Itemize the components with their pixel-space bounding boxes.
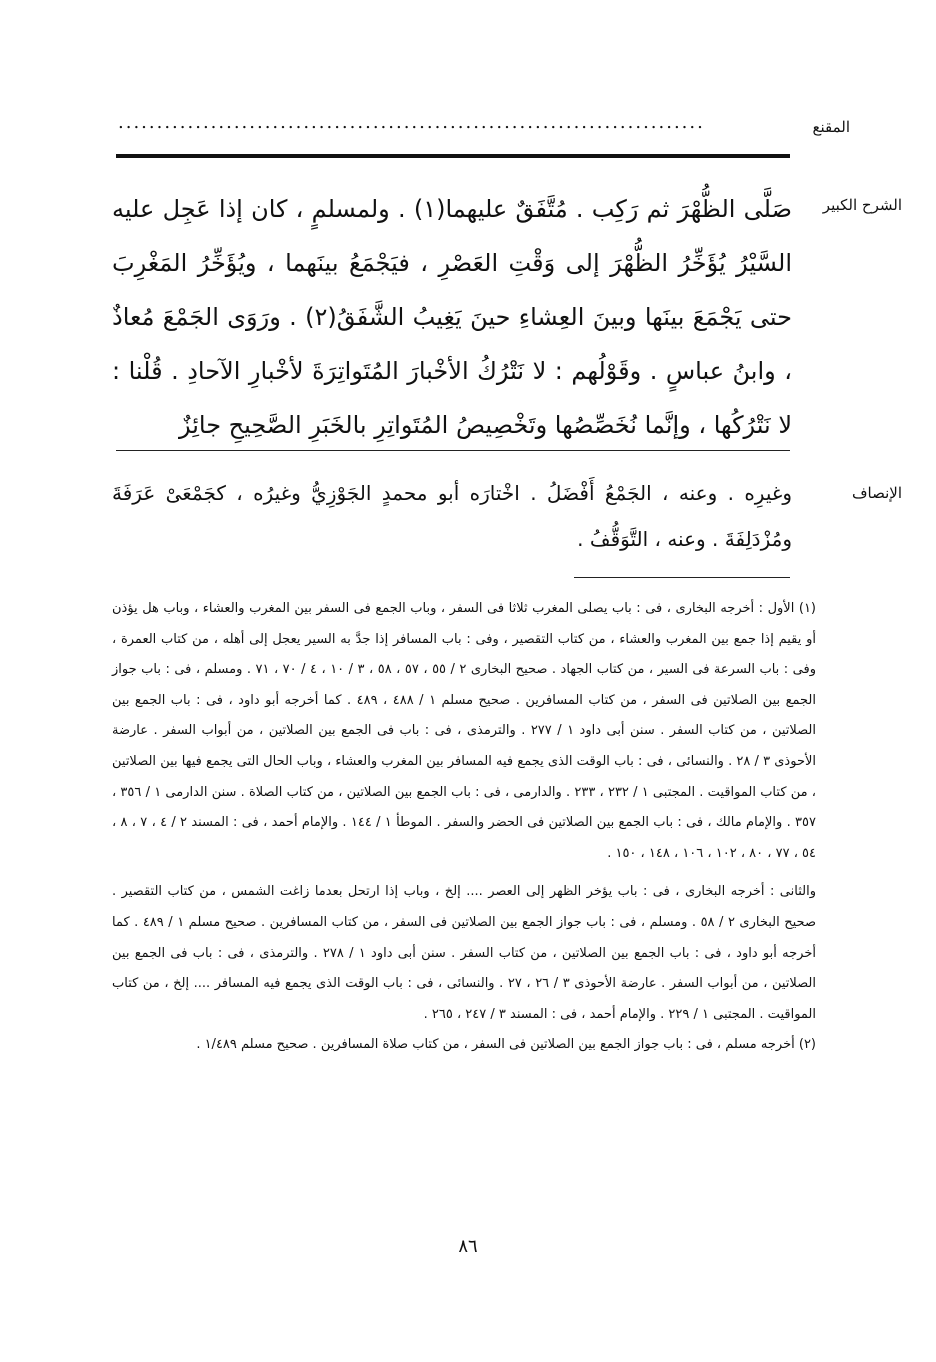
- header-dotted-leader: ............................................................................: [118, 112, 705, 133]
- header-rule: [116, 154, 790, 158]
- running-title: المقنع: [812, 118, 850, 136]
- footnotes-block: [112, 594, 816, 1061]
- footnote-2: (٢) أخرجه مسلم ، فى : باب جواز الجمع بين الصلاتين فى السفر ، من كتاب صلاة المسافرين . صحيح مسلم ١/٤٨٩ .: [196, 1037, 816, 1053]
- page-number: ٨٦: [458, 1236, 478, 1257]
- footnote-1: (١) الأول : أخرجه البخارى ، فى : باب يصلى المغرب ثلاثا فى السفر ، وباب الجمع فى السفر بين المغرب والعشاء ، وباب هل يؤذن أو يقيم إذا جمع بين المغرب والعشاء ، من كتاب التقصير ، وفى : باب المسافر إذا جدَّ به السير يعجل إلى أهله ، من كتاب العمرة ، وفى : باب السرعة فى السير ، من كتاب الجهاد . صحيح البخارى ٢ / ٥٥ ، ٥٧ ، ٥٨ ، ٣ / ١٠ ، ٤ / ٧٠ ، ٧١ . ومسلم ، فى : باب جواز الجمع بين الصلاتين فى السفر ، من كتاب المسافرين . صحيح مسلم ١ / ٤٨٨ ، ٤٨٩ . كما أخرجه أبو داود ، فى : باب الجمع بين الصلاتين ، من كتاب السفر . سنن أبى داود ١ / ٢٧٧ . والترمذى ، فى : باب فى الجمع بين الصلاتين ، من أبواب السفر . عارضة الأحوذى ٣ / ٢٨ . والنسائى ، فى : باب الوقت الذى يجمع فيه المسافر بين المغرب والعشاء ، وباب الحال التى يجمع فيها بين الصلاتين ، من كتاب المواقيت . المجتبى ١ / ٢٣٢ ، ٢٣٣ . والدارمى ، فى : باب الجمع بين الصلاتين ، من كتاب الصلاة . سنن الدارمى ١ / ٣٥٦ ، ٣٥٧ . والإمام مالك ، فى : باب الجمع بين الصلاتين فى الحضر والسفر . الموطأ ١ / ١٤٤ . والإمام أحمد ، فى : المسند ٢ / ٤ ، ٧ ، ٨ ، ٥٤ ، ٧٧ ، ٨٠ ، ١٠٢ ، ١٠٦ ، ١٤٨ ، ١٥٠ .: [112, 601, 817, 861]
- sharh-text-block: [112, 182, 792, 452]
- sharh-paragraph: صَلَّى الظُّهْرَ ثم رَكِب . مُتَّفَقٌ عليهما(١) . ولمسلمٍ ، كان إذا عَجِل عليه السَّيْرُ يُؤَخِّرُ الظُّهْرَ إلى وَقْتِ العَصْرِ ، فيَجْمَعُ بينَهما ، ويُؤَخِّرُ المَغْرِبَ حتى يَجْمَعَ بينَها وبينَ العِشاءِ حينَ يَغِيبُ الشَّفَقُ(٢) . ورَوَى الجَمْعَ مُعاذٌ ، وابنُ عباسٍ . وقَوْلُهم : لا نَتْرُكُ الأخْبارَ المُتَواتِرَةَ لأخْبارِ الآحادِ . قُلْنا : لا نَتْرُكُها ، وإنَّما نُخَصِّصُها وتَخْصِيصُ المُتَواتِرِ بالخَبَرِ الصَّحِيحِ جائِزٌ: [112, 195, 793, 439]
- insaf-text-block: [112, 470, 792, 562]
- footnote-1-second: والثانى : أخرجه البخارى ، فى : باب يؤخر الظهر إلى العصر .... إلخ ، وباب إذا ارتحل بعدما زاغت الشمس ، من كتاب التقصير . صحيح البخارى ٢ / ٥٨ . ومسلم ، فى : باب جواز الجمع بين الصلاتين فى السفر ، من كتاب المسافرين . صحيح مسلم ١ / ٤٨٩ . كما أخرجه أبو داود ، فى : باب الجمع بين الصلاتين ، من كتاب السفر . سنن أبى داود ١ / ٢٧٨ . والترمذى ، فى : باب فى الجمع بين الصلاتين ، من أبواب السفر . عارضة الأحوذى ٣ / ٢٦ ، ٢٧ . والنسائى ، فى : باب الوقت الذى يجمع فيه المسافر .... إلخ ، من كتاب المواقيت . المجتبى ١ / ٢٢٩ . والإمام أحمد ، فى : المسند ٣ / ٢٤٧ ، ٢٦٥ .: [112, 884, 817, 1022]
- label-sharh-kabir: الشرح الكبير: [822, 196, 902, 214]
- footnote-separator: [574, 577, 790, 578]
- insaf-paragraph: وغيرِه . وعنه ، الجَمْعُ أَفْضَلُ . اخْتارَه أبو محمدٍ الجَوْزِيُّ وغيرُه ، كجَمْعَىْ عَرَفَةَ ومُزْدَلِفَةَ . وعنه ، التَّوَقُّفُ .: [112, 481, 792, 551]
- section-separator: [116, 450, 790, 451]
- label-insaf: الإنصاف: [851, 484, 902, 502]
